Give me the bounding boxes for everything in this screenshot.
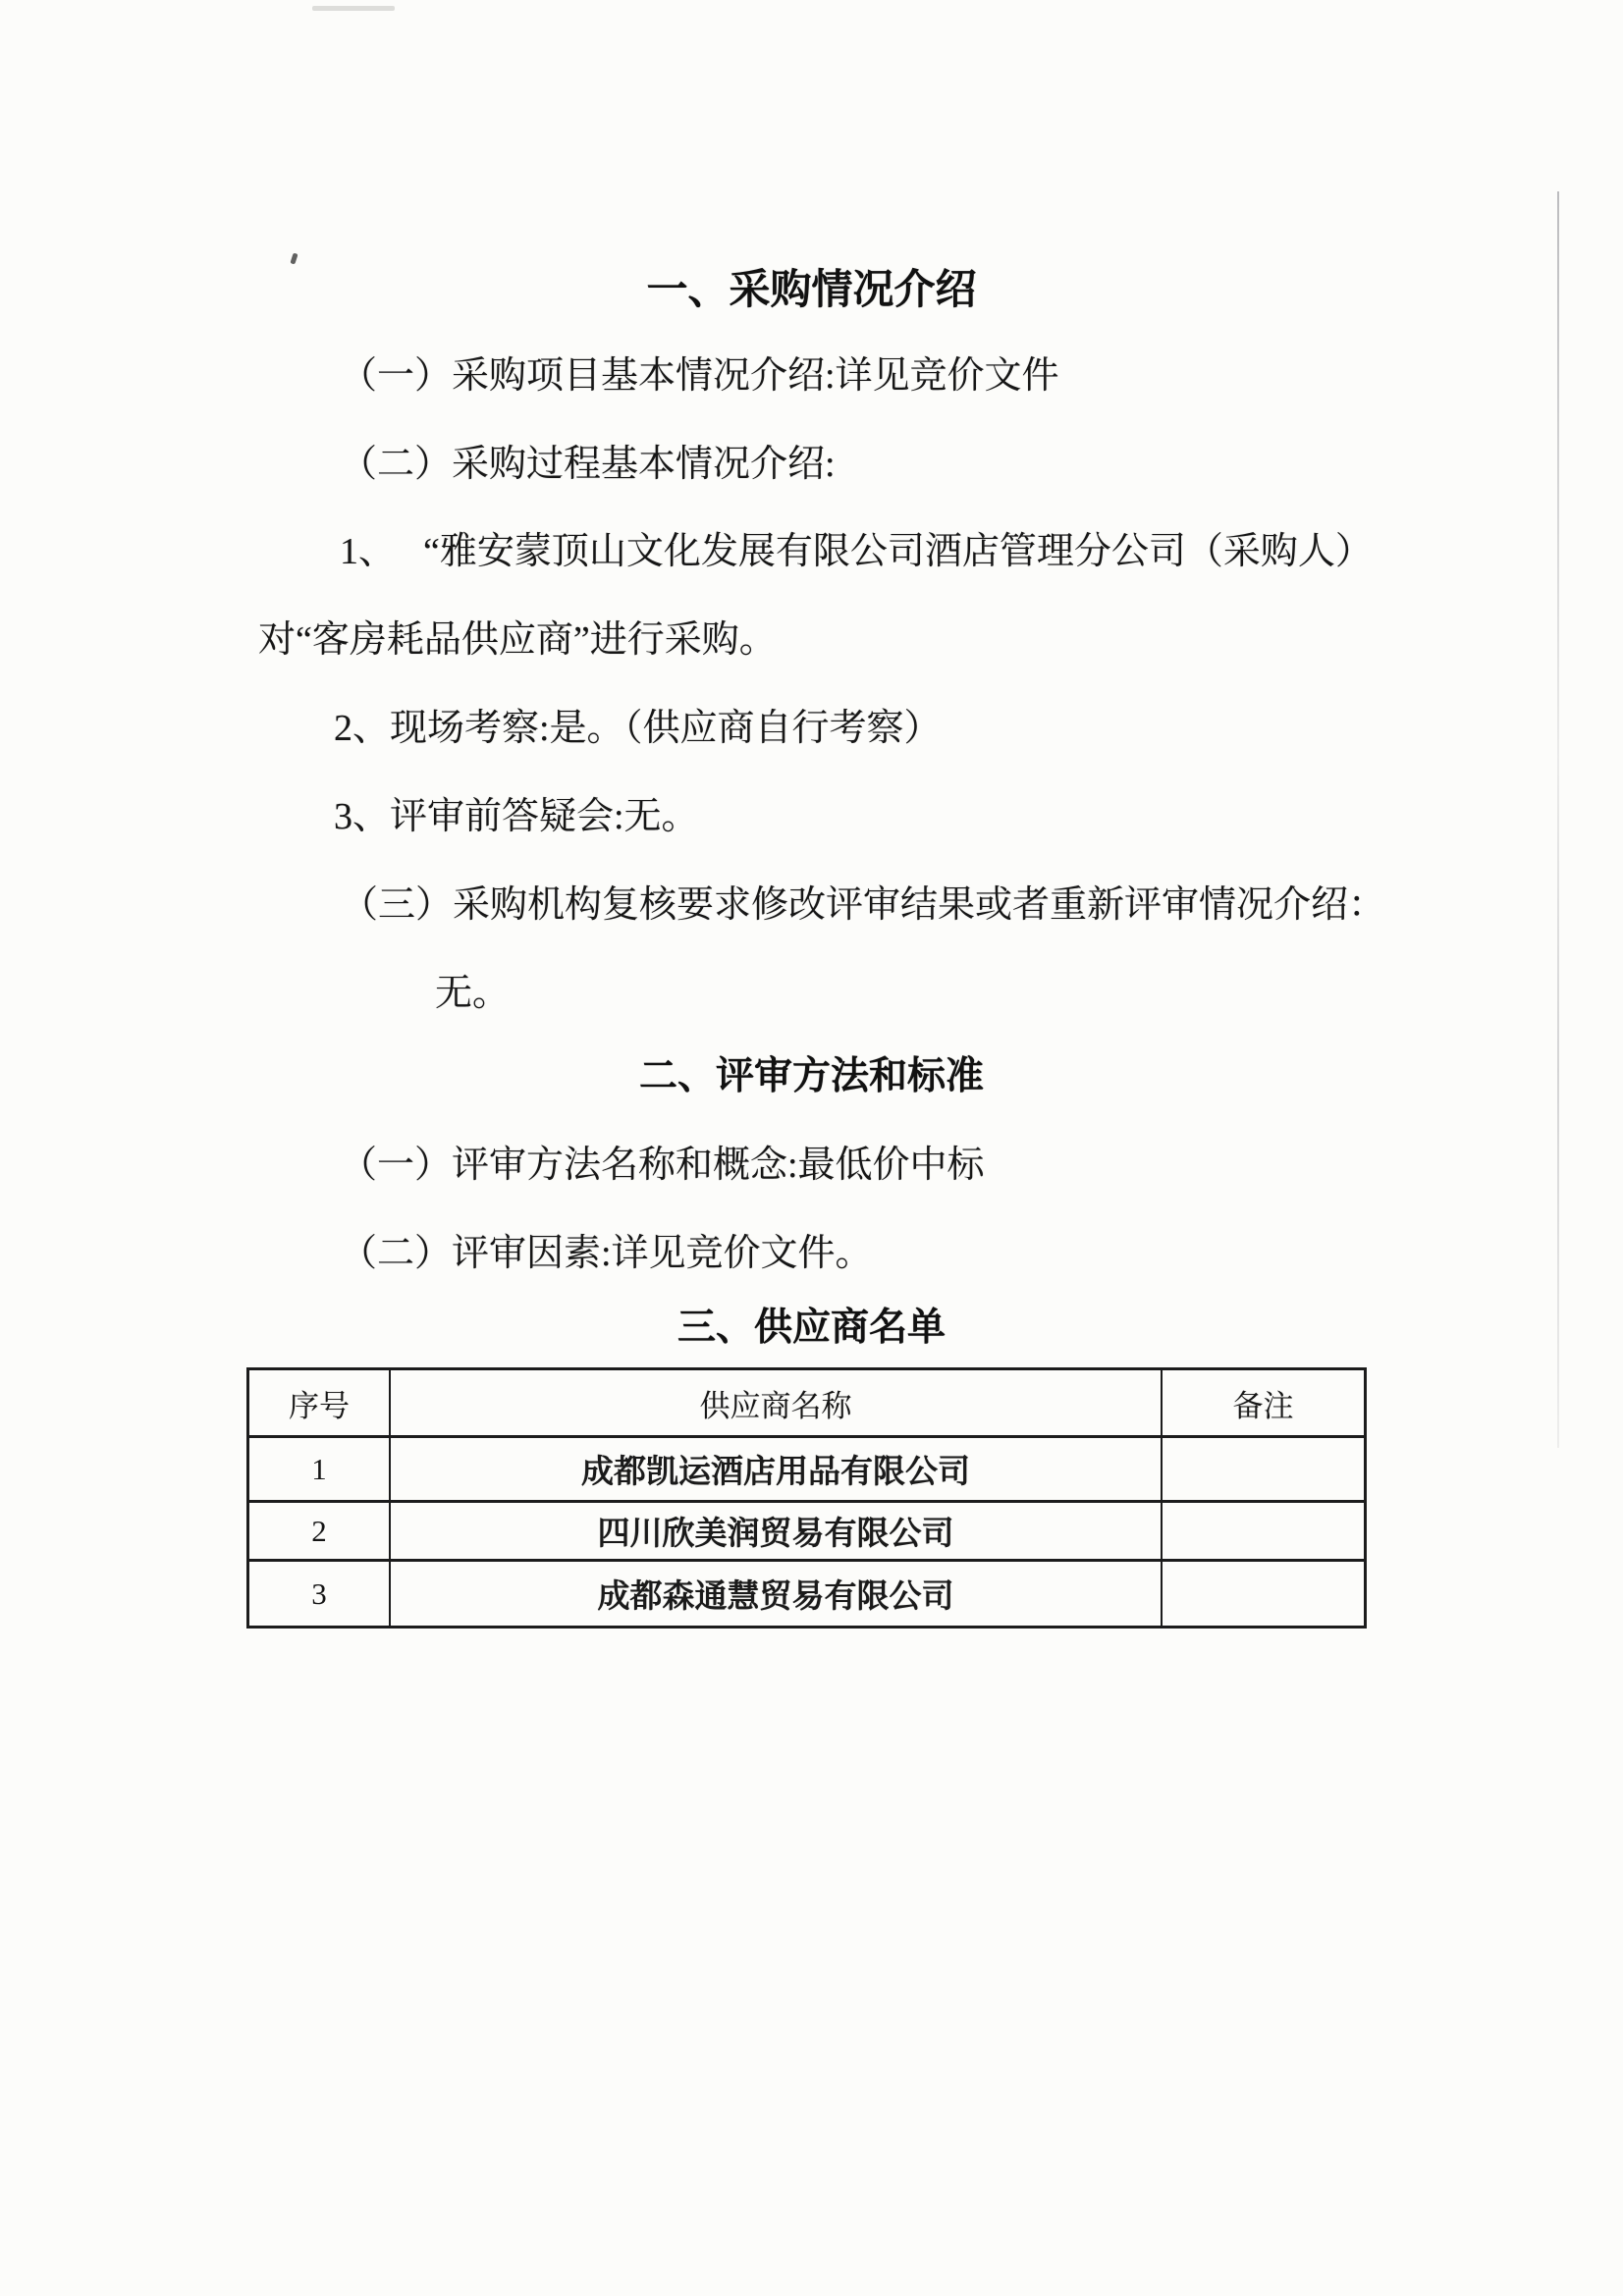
- table-row3-note: [1163, 1562, 1364, 1626]
- para-review-modification-none: 无。: [435, 973, 511, 1014]
- para-project-intro: （一）采购项目基本情况介绍:详见竞价文件: [340, 355, 1059, 397]
- table-row2-name: 四川欣美润贸易有限公司: [391, 1503, 1163, 1562]
- table-row1-note: [1163, 1438, 1364, 1503]
- section2-heading: 二、评审方法和标准: [638, 1055, 984, 1097]
- para-eval-method: （一）评审方法名称和概念:最低价中标: [340, 1145, 985, 1186]
- table-row3-no: 3: [249, 1562, 391, 1626]
- scan-streak: [1557, 191, 1559, 1448]
- table-header-no: 序号: [249, 1370, 391, 1438]
- para-site-visit: 2、现场考察:是。（供应商自行考察）: [334, 708, 942, 749]
- table-header-note: 备注: [1163, 1370, 1364, 1438]
- supplier-table: [246, 1367, 1367, 1629]
- list-number: 1、: [340, 531, 397, 572]
- table-row3-name: 成都森通慧贸易有限公司: [391, 1562, 1163, 1626]
- para-process-intro: （二）采购过程基本情况介绍:: [340, 444, 836, 485]
- purchaser-text: “雅安蒙顶山文化发展有限公司酒店管理分公司（采购人）: [423, 531, 1373, 572]
- para-review-modification: （三）采购机构复核要求修改评审结果或者重新评审情况介绍：: [341, 884, 1386, 926]
- section3-heading: 三、供应商名单: [676, 1307, 946, 1349]
- section1-heading: 一、采购情况介绍: [646, 266, 977, 312]
- para-eval-factors: （二）评审因素:详见竞价文件。: [340, 1233, 873, 1274]
- table-row1-name: 成都凯运酒店用品有限公司: [391, 1438, 1163, 1503]
- para-purchaser-cont: 对“客房耗品供应商”进行采购。: [258, 619, 777, 661]
- table-row2-no: 2: [249, 1503, 391, 1562]
- scan-smudge: [312, 6, 395, 11]
- table-row2-note: [1163, 1503, 1364, 1562]
- scan-speck: [290, 252, 298, 264]
- table-header-name: 供应商名称: [391, 1370, 1163, 1438]
- para-qa-meeting: 3、评审前答疑会:无。: [334, 796, 699, 837]
- para-purchaser: [340, 529, 1373, 574]
- table-row1-no: 1: [249, 1438, 391, 1503]
